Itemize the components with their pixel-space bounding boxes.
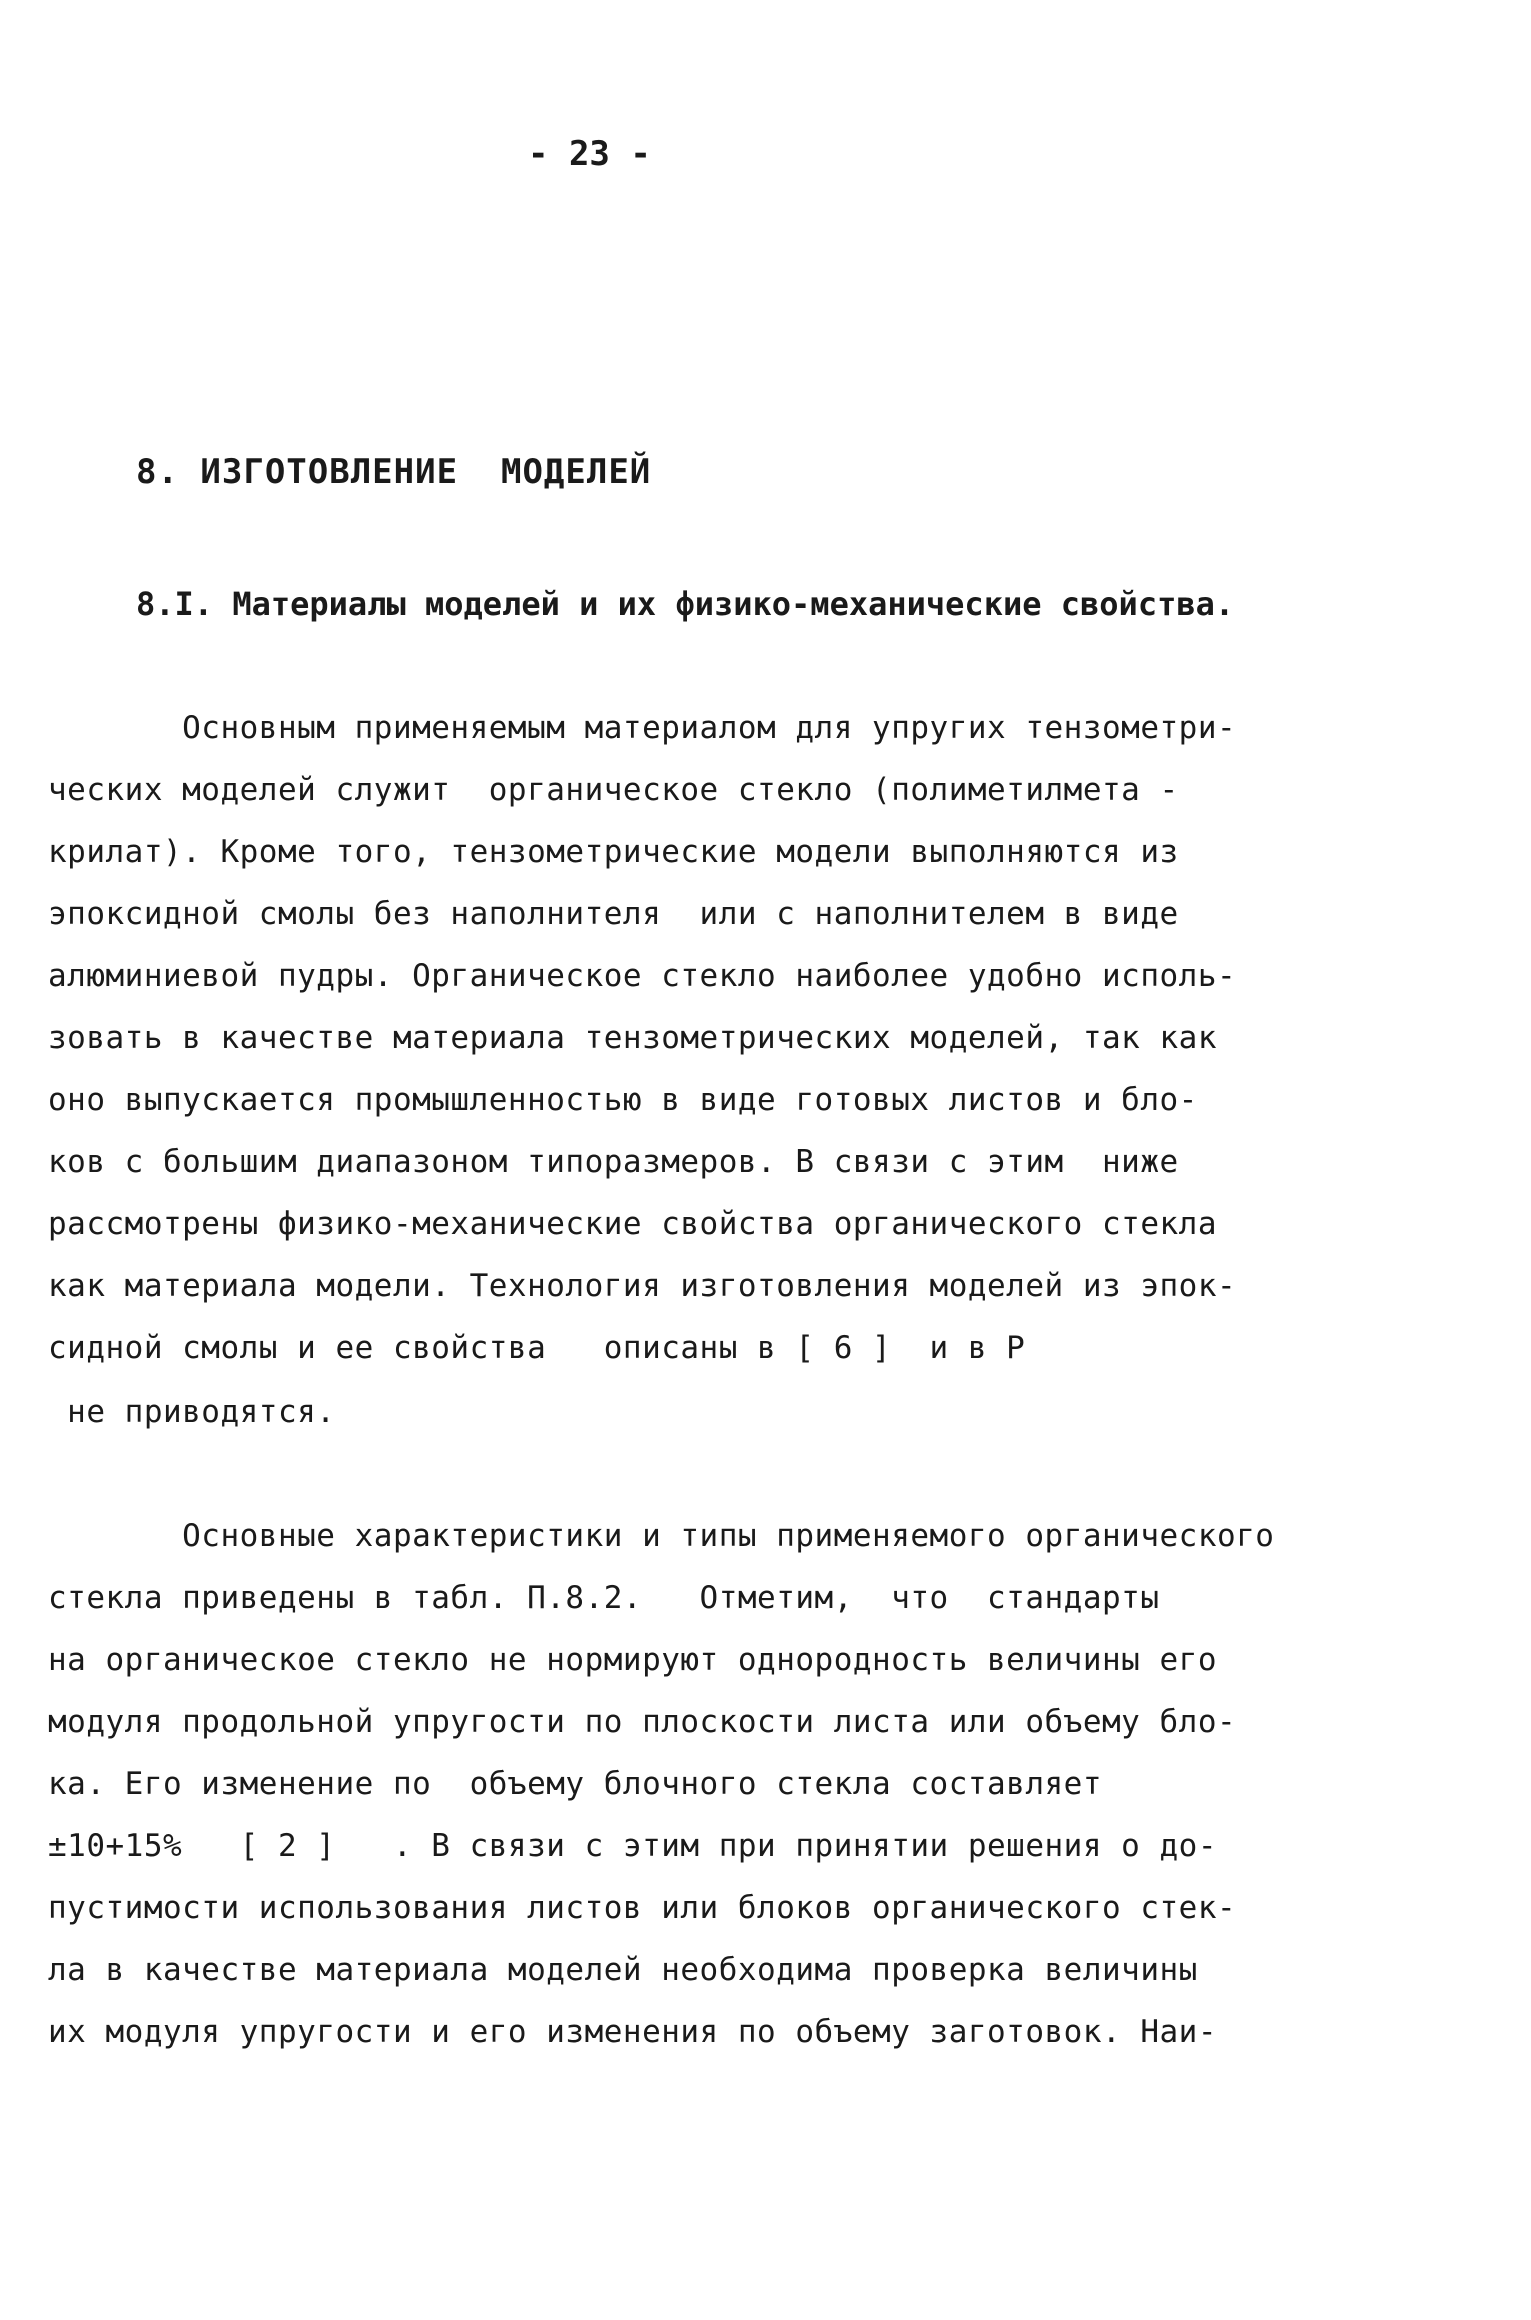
text-line: эпоксидной смолы без наполнителя или с наполнителем в виде <box>48 896 1179 932</box>
text-line: ков с большим диапазоном типоразмеров. В связи с этим ниже <box>48 1144 1179 1180</box>
text-line: ла в качестве материала моделей необходима проверка величины <box>48 1952 1198 1988</box>
text-line: Основные характеристики и типы применяемого органического <box>48 1518 1275 1554</box>
text-line: ческих моделей служит органическое стекло (полиметилмета - <box>48 772 1179 808</box>
text-line: ±10+15% [ 2 ] . В связи с этим при принятии решения о до- <box>48 1828 1217 1864</box>
section-title: 8. ИЗГОТОВЛЕНИЕ МОДЕЛЕЙ <box>136 452 652 492</box>
text-line: сидной смолы и ее свойства описаны в [ 6 ] и в Р <box>48 1330 1026 1366</box>
text-line: оно выпускается промышленностью в виде готовых листов и бло- <box>48 1082 1198 1118</box>
subsection-title: 8.I. Материалы моделей и их физико-механические свойства. <box>136 585 1235 623</box>
text-line: на органическое стекло не нормируют однородность величины его <box>48 1642 1217 1678</box>
text-line: пустимости использования листов или блоков органического стек- <box>48 1890 1237 1926</box>
text-line: ка. Его изменение по объему блочного стекла составляет <box>48 1766 1102 1802</box>
text-line: как материала модели. Технология изготовления моделей из эпок- <box>48 1268 1237 1304</box>
text-line: не приводятся. <box>48 1394 336 1430</box>
text-line: крилат). Кроме того, тензометрические модели выполняются из <box>48 834 1179 870</box>
text-line: Основным применяемым материалом для упругих тензометри- <box>48 710 1237 746</box>
text-line: стекла приведены в табл. П.8.2. Отметим, что стандарты <box>48 1580 1160 1616</box>
text-line: алюминиевой пудры. Органическое стекло наиболее удобно исполь- <box>48 958 1237 994</box>
text-line: рассмотрены физико-механические свойства органического стекла <box>48 1206 1217 1242</box>
text-line: зовать в качестве материала тензометрических моделей, так как <box>48 1020 1217 1056</box>
page-number: - 23 - <box>528 134 651 174</box>
text-line: модуля продольной упругости по плоскости листа или объему бло- <box>48 1704 1237 1740</box>
text-line: их модуля упругости и его изменения по объему заготовок. Наи- <box>48 2014 1217 2050</box>
